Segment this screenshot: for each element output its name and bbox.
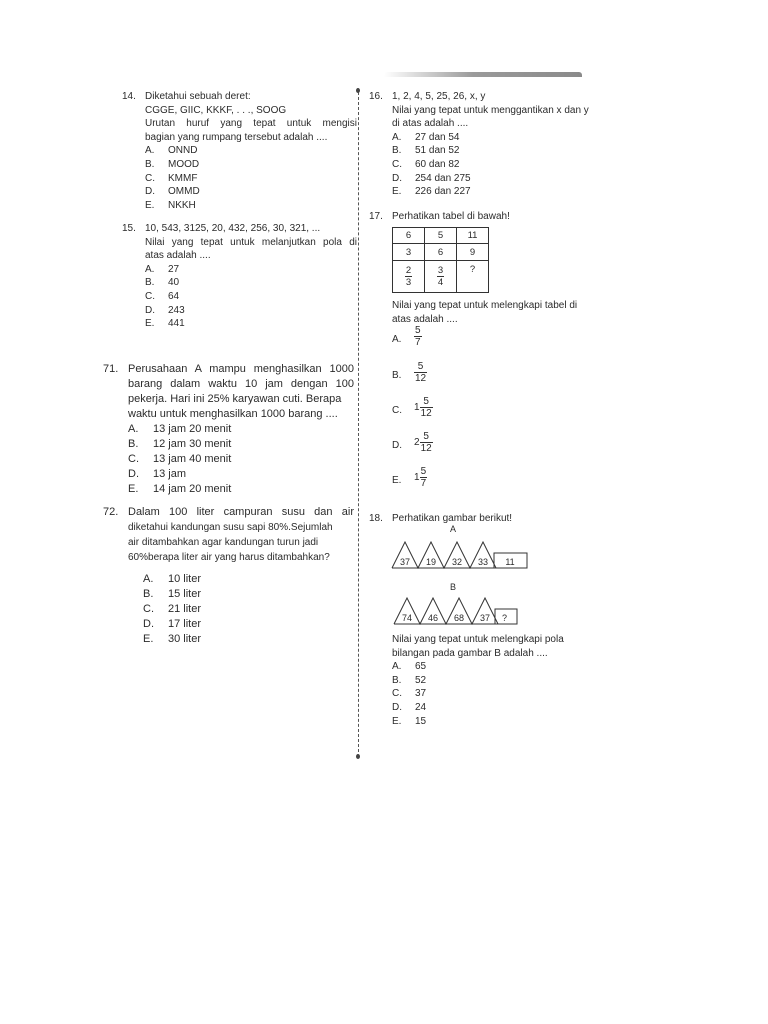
question-line: Diketahui sebuah deret: [145, 91, 251, 102]
figure-a-label: A [450, 524, 457, 534]
question-number: 17. [369, 211, 383, 222]
question-line: barang dalam waktu 10 jam dengan 100 [128, 378, 354, 390]
box-value: 11 [505, 557, 515, 567]
table-cell: 5 [425, 228, 457, 244]
question-number: 16. [369, 91, 383, 102]
question-number: 18. [369, 513, 383, 524]
option-e[interactable]: E. 15 [392, 715, 427, 727]
fraction: $\frac{2}{3}$ [405, 265, 412, 288]
option-b[interactable]: B. 52 [392, 674, 427, 686]
option-b[interactable]: B. 51 dan 52 [392, 145, 460, 157]
table-cell: 6 [425, 244, 457, 261]
table-cell-unknown: ? [457, 261, 489, 293]
triangle-value: 19 [425, 557, 437, 567]
option-a[interactable]: A. 13 jam 20 menit [128, 423, 232, 435]
divider-bottom-dot [356, 754, 360, 759]
question-line: Nilai yang tepat untuk melanjutkan pola di [145, 236, 357, 248]
option-d[interactable]: D. 24 [392, 701, 427, 713]
table-cell [425, 261, 457, 293]
option-b[interactable]: B. MOOD [145, 158, 200, 170]
option-b[interactable]: B. 12 jam 30 menit [128, 438, 232, 450]
table-cell: 6 [393, 228, 425, 244]
question-line: Dalam 100 liter campuran susu dan air [128, 506, 354, 518]
option-e[interactable]: E. 441 [145, 318, 185, 330]
question-line: Nilai yang tepat untuk melengkapi pola [392, 634, 564, 645]
fraction: $\frac{3}{4}$ [437, 265, 444, 288]
option-c[interactable]: C. 13 jam 40 menit [128, 453, 232, 465]
question-number: 14. [122, 91, 136, 102]
option-c[interactable]: C. KMMF [145, 172, 198, 184]
option-c[interactable]: C. 21 liter [143, 603, 202, 615]
header-decoration [384, 72, 582, 77]
option-b[interactable]: B. 15 liter [143, 588, 202, 600]
option-b[interactable]: B. 40 [145, 277, 180, 289]
question-line: air ditambahkan agar kandungan turun jadi [128, 537, 319, 548]
table-cell: 9 [457, 244, 489, 261]
option-d[interactable]: D. 17 liter [143, 618, 202, 630]
question-line: 10, 543, 3125, 20, 432, 256, 30, 321, ... [145, 223, 321, 234]
option-a[interactable]: A. 65 [392, 661, 427, 673]
option-c[interactable]: C. 37 [392, 688, 427, 700]
figure-b-label: B [450, 582, 457, 592]
question-title: Perhatikan tabel di bawah! [392, 211, 510, 222]
triangle-value: 37 [399, 557, 411, 567]
question-line: pekerja. Hari ini 25% karyawan cuti. Berapa [128, 393, 342, 405]
option-c[interactable]: C. 64 [145, 290, 180, 302]
question-72-options [143, 572, 263, 647]
triangle-value: 37 [479, 613, 491, 623]
question-line: 60%berapa liter air yang harus ditambahkan? [128, 552, 330, 563]
question-number: 15. [122, 223, 136, 234]
option-e[interactable]: E. NKKH [145, 199, 196, 211]
figure-a [390, 538, 530, 572]
option-a[interactable]: A. 10 liter [143, 573, 202, 585]
triangle-value: 33 [477, 557, 489, 567]
question-line: Nilai yang tepat untuk menggantikan x dan y [392, 104, 589, 116]
question-line: waktu untuk menghasilkan 1000 barang .... [128, 408, 338, 420]
triangle-value: 68 [453, 613, 465, 623]
question-line: bilangan pada gambar B adalah .... [392, 647, 548, 659]
option-d[interactable]: D. 243 [145, 304, 185, 316]
question-line: bagian yang rumpang tersebut adalah .... [145, 131, 328, 143]
triangle-value: 32 [451, 557, 463, 567]
option-a[interactable]: A. 27 [145, 263, 180, 275]
option-e[interactable]: E. 14 jam 20 menit [128, 483, 232, 495]
option-a[interactable]: A. ONND [145, 145, 198, 157]
table-cell [393, 261, 425, 293]
box-value: ? [502, 613, 508, 623]
question-line: atas adalah .... [392, 313, 458, 325]
question-line: atas adalah .... [145, 250, 211, 262]
question-number: 71. [103, 363, 119, 375]
question-line: 1, 2, 4, 5, 25, 26, x, y [392, 91, 486, 102]
pattern-table [392, 227, 489, 293]
question-line: Urutan huruf yang tepat untuk mengisi [145, 118, 357, 130]
question-line: di atas adalah .... [392, 118, 469, 130]
table-cell: 3 [393, 244, 425, 261]
figure-b [392, 594, 522, 628]
question-title: Perhatikan gambar berikut! [392, 513, 513, 524]
option-d[interactable]: D. OMMD [145, 186, 200, 198]
question-line: CGGE, GIIC, KKKF, . . ., SOOG [145, 104, 287, 116]
question-18-text [392, 633, 622, 728]
question-line: Perusahaan A mampu menghasilkan 1000 [128, 363, 354, 375]
column-divider [358, 92, 359, 752]
option-e[interactable]: E. 30 liter [143, 633, 202, 645]
option-d[interactable]: D. 254 dan 275 [392, 172, 471, 184]
question-17-text [392, 299, 622, 326]
question-number: 72. [103, 506, 119, 518]
option-a[interactable]: A. 27 dan 54 [392, 131, 460, 143]
option-c[interactable]: C. 60 dan 82 [392, 158, 460, 170]
table-cell: 11 [457, 228, 489, 244]
option-d[interactable]: D. 13 jam [128, 468, 187, 480]
option-e[interactable]: E. 226 dan 227 [392, 186, 471, 198]
question-line: Nilai yang tepat untuk melengkapi tabel di [392, 300, 578, 311]
question-line: diketahui kandungan susu sapi 80%.Sejumlah [128, 522, 333, 533]
triangle-value: 74 [401, 613, 413, 623]
triangle-value: 46 [427, 613, 439, 623]
